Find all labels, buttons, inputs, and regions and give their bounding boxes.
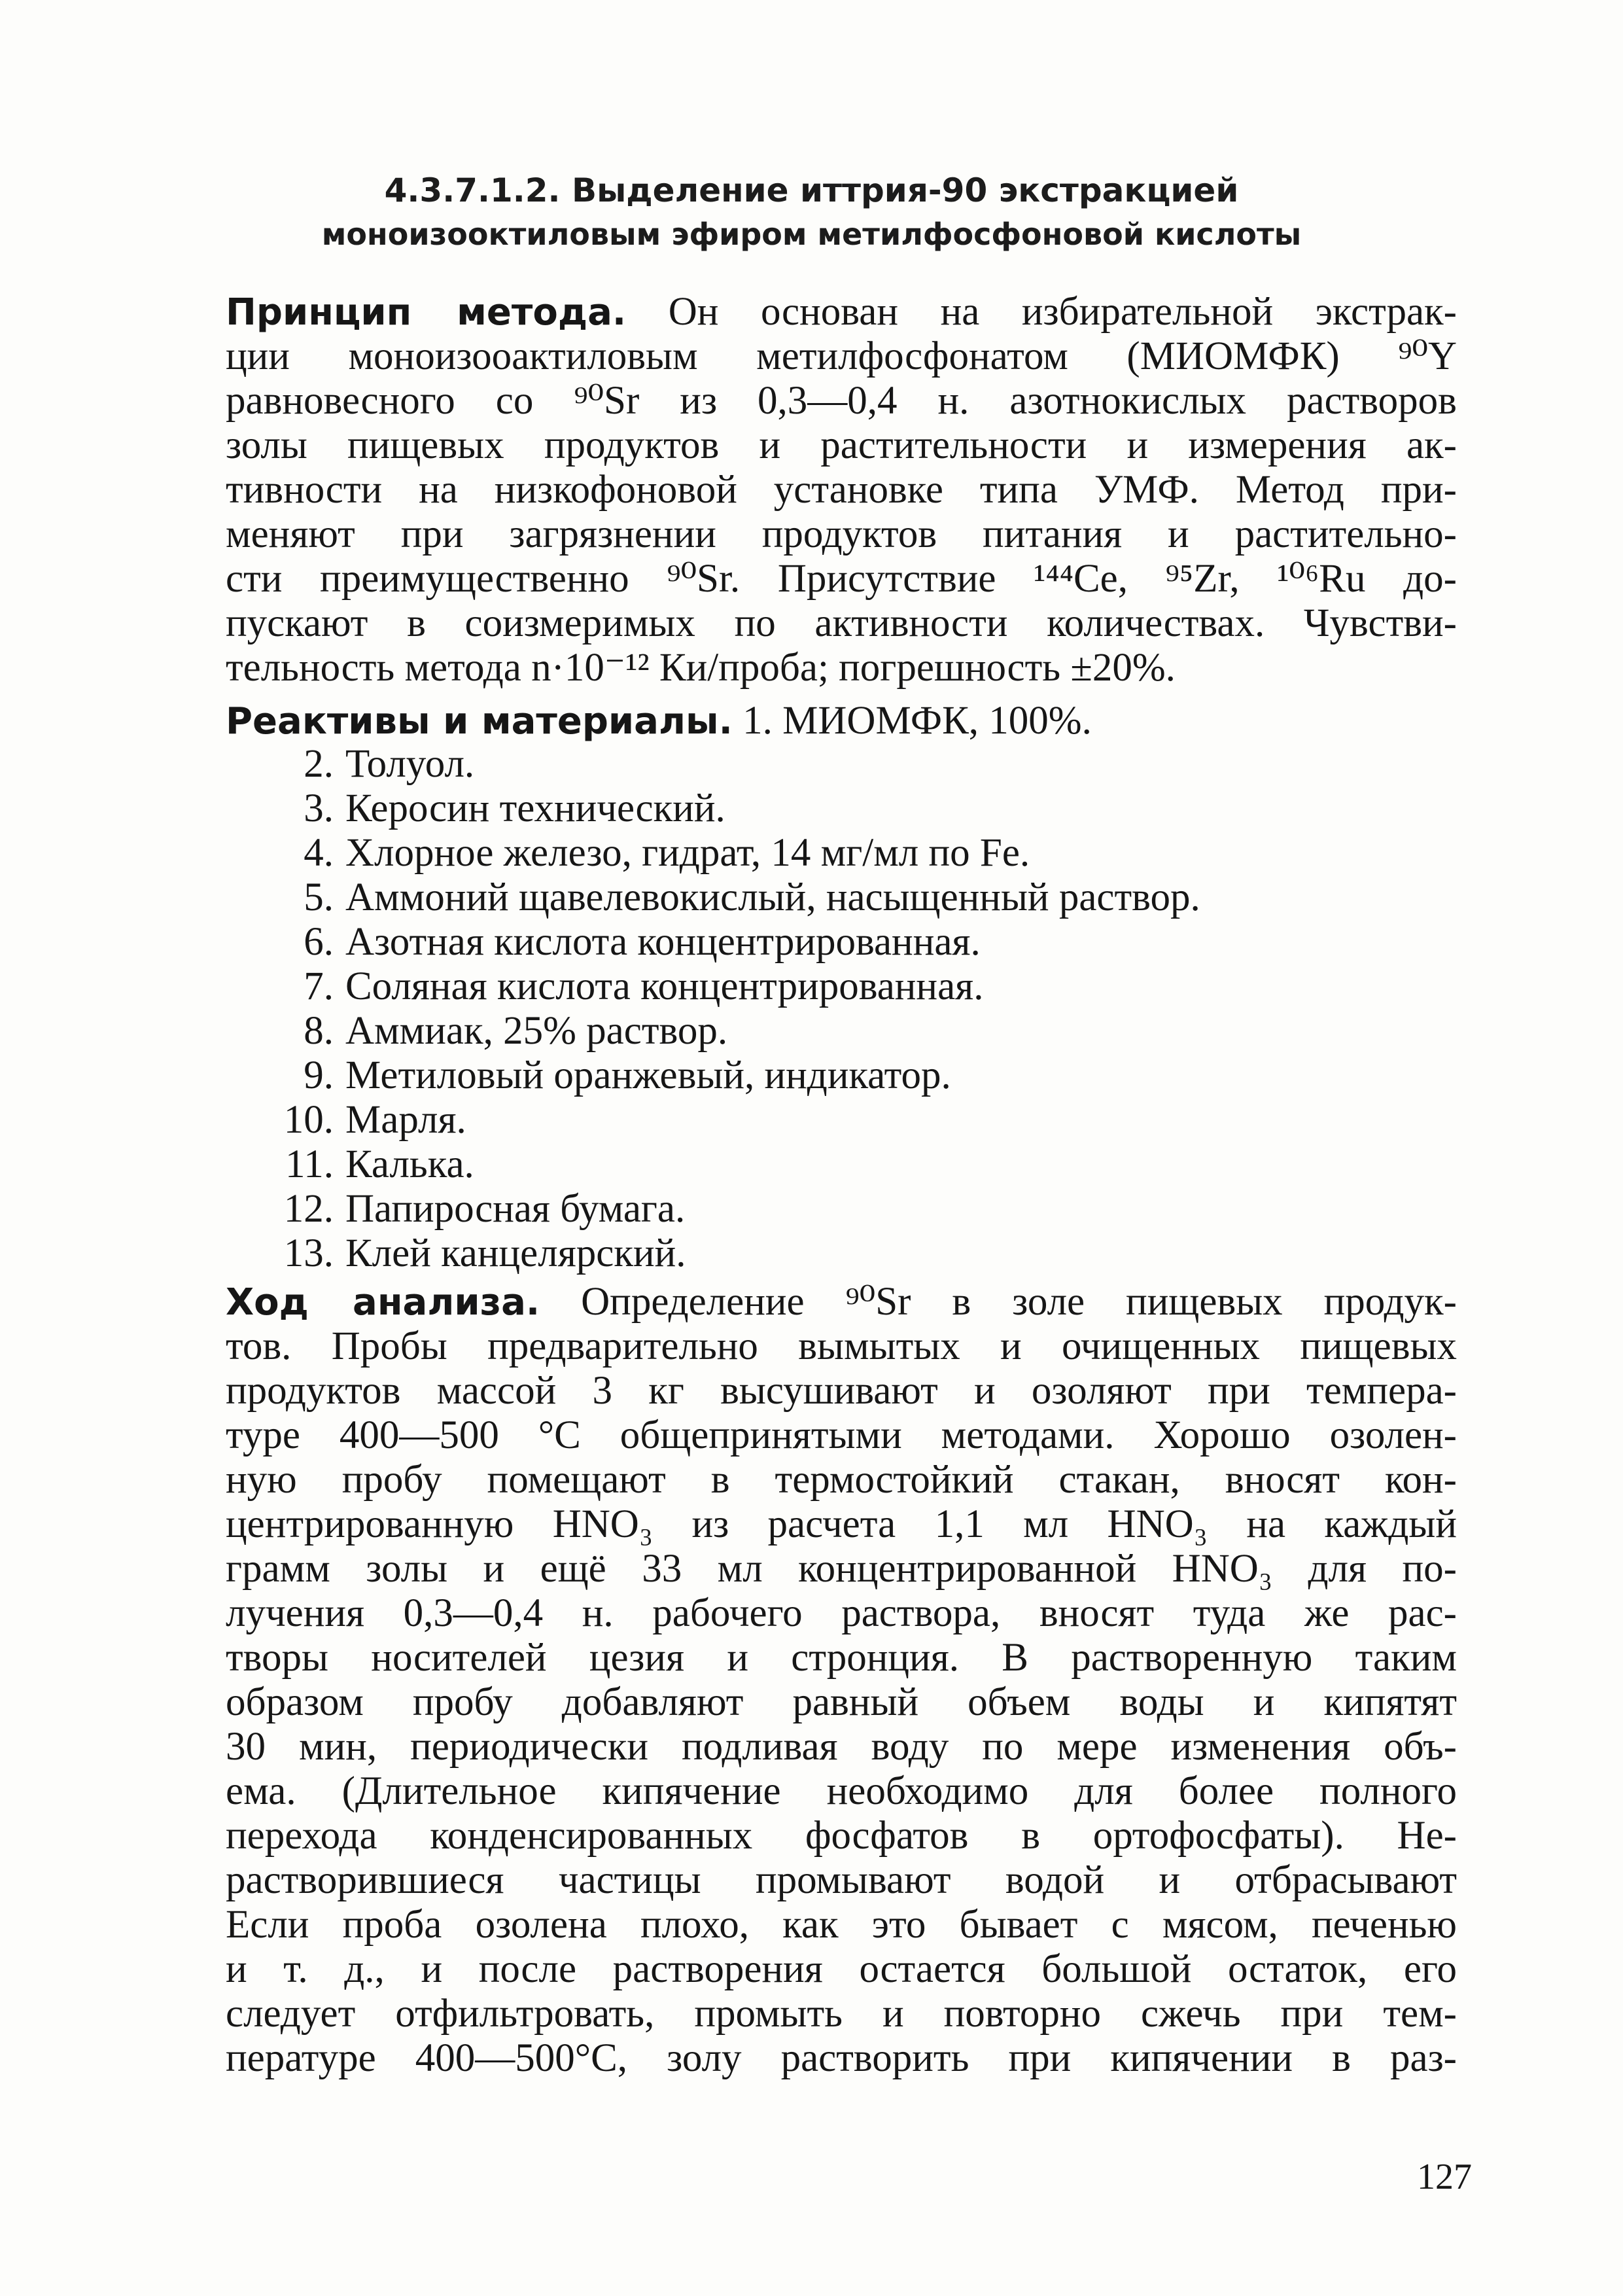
reagent-number: 4. — [304, 831, 334, 875]
page-number: 127 — [1417, 2157, 1472, 2197]
principle-line: пускают в соизмеримых по активности количествах. Чувстви- — [226, 601, 1457, 645]
procedure-paragraph — [226, 1280, 1457, 2081]
list-item — [262, 742, 1200, 786]
reagent-text: Метиловый оранжевый, индикатор. — [345, 1053, 951, 1097]
list-item — [262, 964, 1200, 1009]
principle-line: меняют при загрязнении продуктов питания и растительно- — [226, 512, 1457, 556]
procedure-line: центрированную HNO₃ из расчета 1,1 мл HNO₃ на каждый — [226, 1502, 1457, 1546]
procedure-line: следует отфильтровать, промыть и повторно сжечь при тем- — [226, 1992, 1457, 2036]
reagent-number: 2. — [304, 742, 334, 786]
procedure-heading: Ход анализа. — [226, 1281, 540, 1324]
reagent-text: МИОМФК, 100%. — [782, 699, 1092, 743]
reagent-text: Аммоний щавелевокислый, насыщенный раствор. — [345, 875, 1200, 919]
reagent-text: Азотная кислота концентрированная. — [345, 920, 981, 964]
procedure-line-1: Ход анализа. Определение ⁹⁰Sr в золе пищевых продук- — [226, 1280, 1457, 1324]
procedure-line: лучения 0,3—0,4 н. рабочего раствора, вносят туда же рас- — [226, 1591, 1457, 1635]
principle-paragraph — [226, 290, 1457, 690]
reagent-list — [262, 742, 1200, 1276]
procedure-line: 30 мин, периодически подливая воду по мере изменения объ- — [226, 1725, 1457, 1769]
reagent-text: Толуол. — [345, 742, 475, 786]
reagents-heading: Реактивы и материалы. — [226, 700, 733, 743]
reagent-number: 9. — [304, 1053, 334, 1097]
reagent-number: 8. — [304, 1009, 334, 1053]
procedure-line: туре 400—500 °С общепринятыми методами. Хорошо озолен- — [226, 1413, 1457, 1457]
section-title-line-2: моноизооктиловым эфиром метилфосфоновой кислоты — [321, 217, 1302, 252]
procedure-line: продуктов массой 3 кг высушивают и озоляют при темпера- — [226, 1369, 1457, 1413]
list-item — [262, 1053, 1200, 1098]
reagent-text: Марля. — [345, 1098, 466, 1142]
list-item — [262, 831, 1200, 875]
list-item — [262, 1009, 1200, 1053]
procedure-line: творы носителей цезия и стронция. В растворенную таким — [226, 1636, 1457, 1680]
principle-line: равновесного со ⁹⁰Sr из 0,3—0,4 н. азотнокислых растворов — [226, 379, 1457, 423]
principle-line: тивности на низкофоновой установке типа УМФ. Метод при- — [226, 468, 1457, 512]
procedure-line: и т. д., и после растворения остается большой остаток, его — [226, 1947, 1457, 1991]
reagent-text: Аммиак, 25% раствор. — [345, 1009, 728, 1053]
procedure-line: ема. (Длительное кипячение необходимо для более полного — [226, 1769, 1457, 1813]
reagents-first-line — [226, 699, 1092, 744]
procedure-line: грамм золы и ещё 33 мл концентрированной HNO₃ для по- — [226, 1547, 1457, 1591]
reagent-text: Папиросная бумага. — [345, 1187, 686, 1231]
reagent-number: 1. — [742, 699, 773, 743]
procedure-line: растворившиеся частицы промывают водой и отбрасывают — [226, 1858, 1457, 1902]
reagent-text: Хлорное железо, гидрат, 14 мг/мл по Fe. — [345, 831, 1030, 875]
reagent-number: 13. — [283, 1231, 334, 1275]
list-item — [262, 1231, 1200, 1276]
principle-line: ции моноизооактиловым метилфосфонатом (МИОМФК) ⁹⁰Y — [226, 334, 1457, 378]
list-item — [262, 786, 1200, 831]
principle-line: сти преимущественно ⁹⁰Sr. Присутствие ¹⁴⁴Ce, ⁹⁵Zr, ¹⁰⁶Ru до- — [226, 557, 1457, 601]
reagent-number: 5. — [304, 875, 334, 919]
reagent-text: Керосин технический. — [345, 786, 725, 830]
list-item — [262, 920, 1200, 964]
principle-line: тельность метода n·10⁻¹² Ки/проба; погрешность ±20%. — [226, 646, 1176, 690]
procedure-line: Если проба озолена плохо, как это бывает с мясом, печенью — [226, 1903, 1457, 1947]
procedure-line: тов. Пробы предварительно вымытых и очищенных пищевых — [226, 1324, 1457, 1368]
reagent-text: Клей канцелярский. — [345, 1231, 686, 1275]
reagent-text: Соляная кислота концентрированная. — [345, 964, 984, 1008]
principle-line-1: Принцип метода. Он основан на избирательной экстрак- — [226, 290, 1457, 334]
reagent-number: 10. — [283, 1098, 334, 1142]
section-title-line-1: 4.3.7.1.2. Выделение иттрия-90 экстракцией — [384, 171, 1239, 209]
procedure-line: ную пробу помещают в термостойкий стакан, вносят кон- — [226, 1458, 1457, 1502]
reagent-number: 12. — [283, 1187, 334, 1231]
list-item — [262, 1187, 1200, 1231]
principle-line: золы пищевых продуктов и растительности и измерения ак- — [226, 423, 1457, 467]
list-item — [262, 1142, 1200, 1187]
procedure-line: пературе 400—500°С, золу растворить при кипячении в раз- — [226, 2036, 1457, 2080]
list-item — [262, 1098, 1200, 1142]
reagent-text: Калька. — [345, 1142, 474, 1186]
reagent-number: 3. — [304, 786, 334, 830]
principle-heading: Принцип метода. — [226, 291, 627, 334]
reagent-number: 6. — [304, 920, 334, 964]
list-item — [262, 875, 1200, 920]
reagent-number: 7. — [304, 964, 334, 1008]
procedure-line: образом пробу добавляют равный объем воды и кипятят — [226, 1680, 1457, 1724]
procedure-line: перехода конденсированных фосфатов в ортофосфаты). Не- — [226, 1814, 1457, 1858]
reagent-number: 11. — [285, 1142, 334, 1186]
